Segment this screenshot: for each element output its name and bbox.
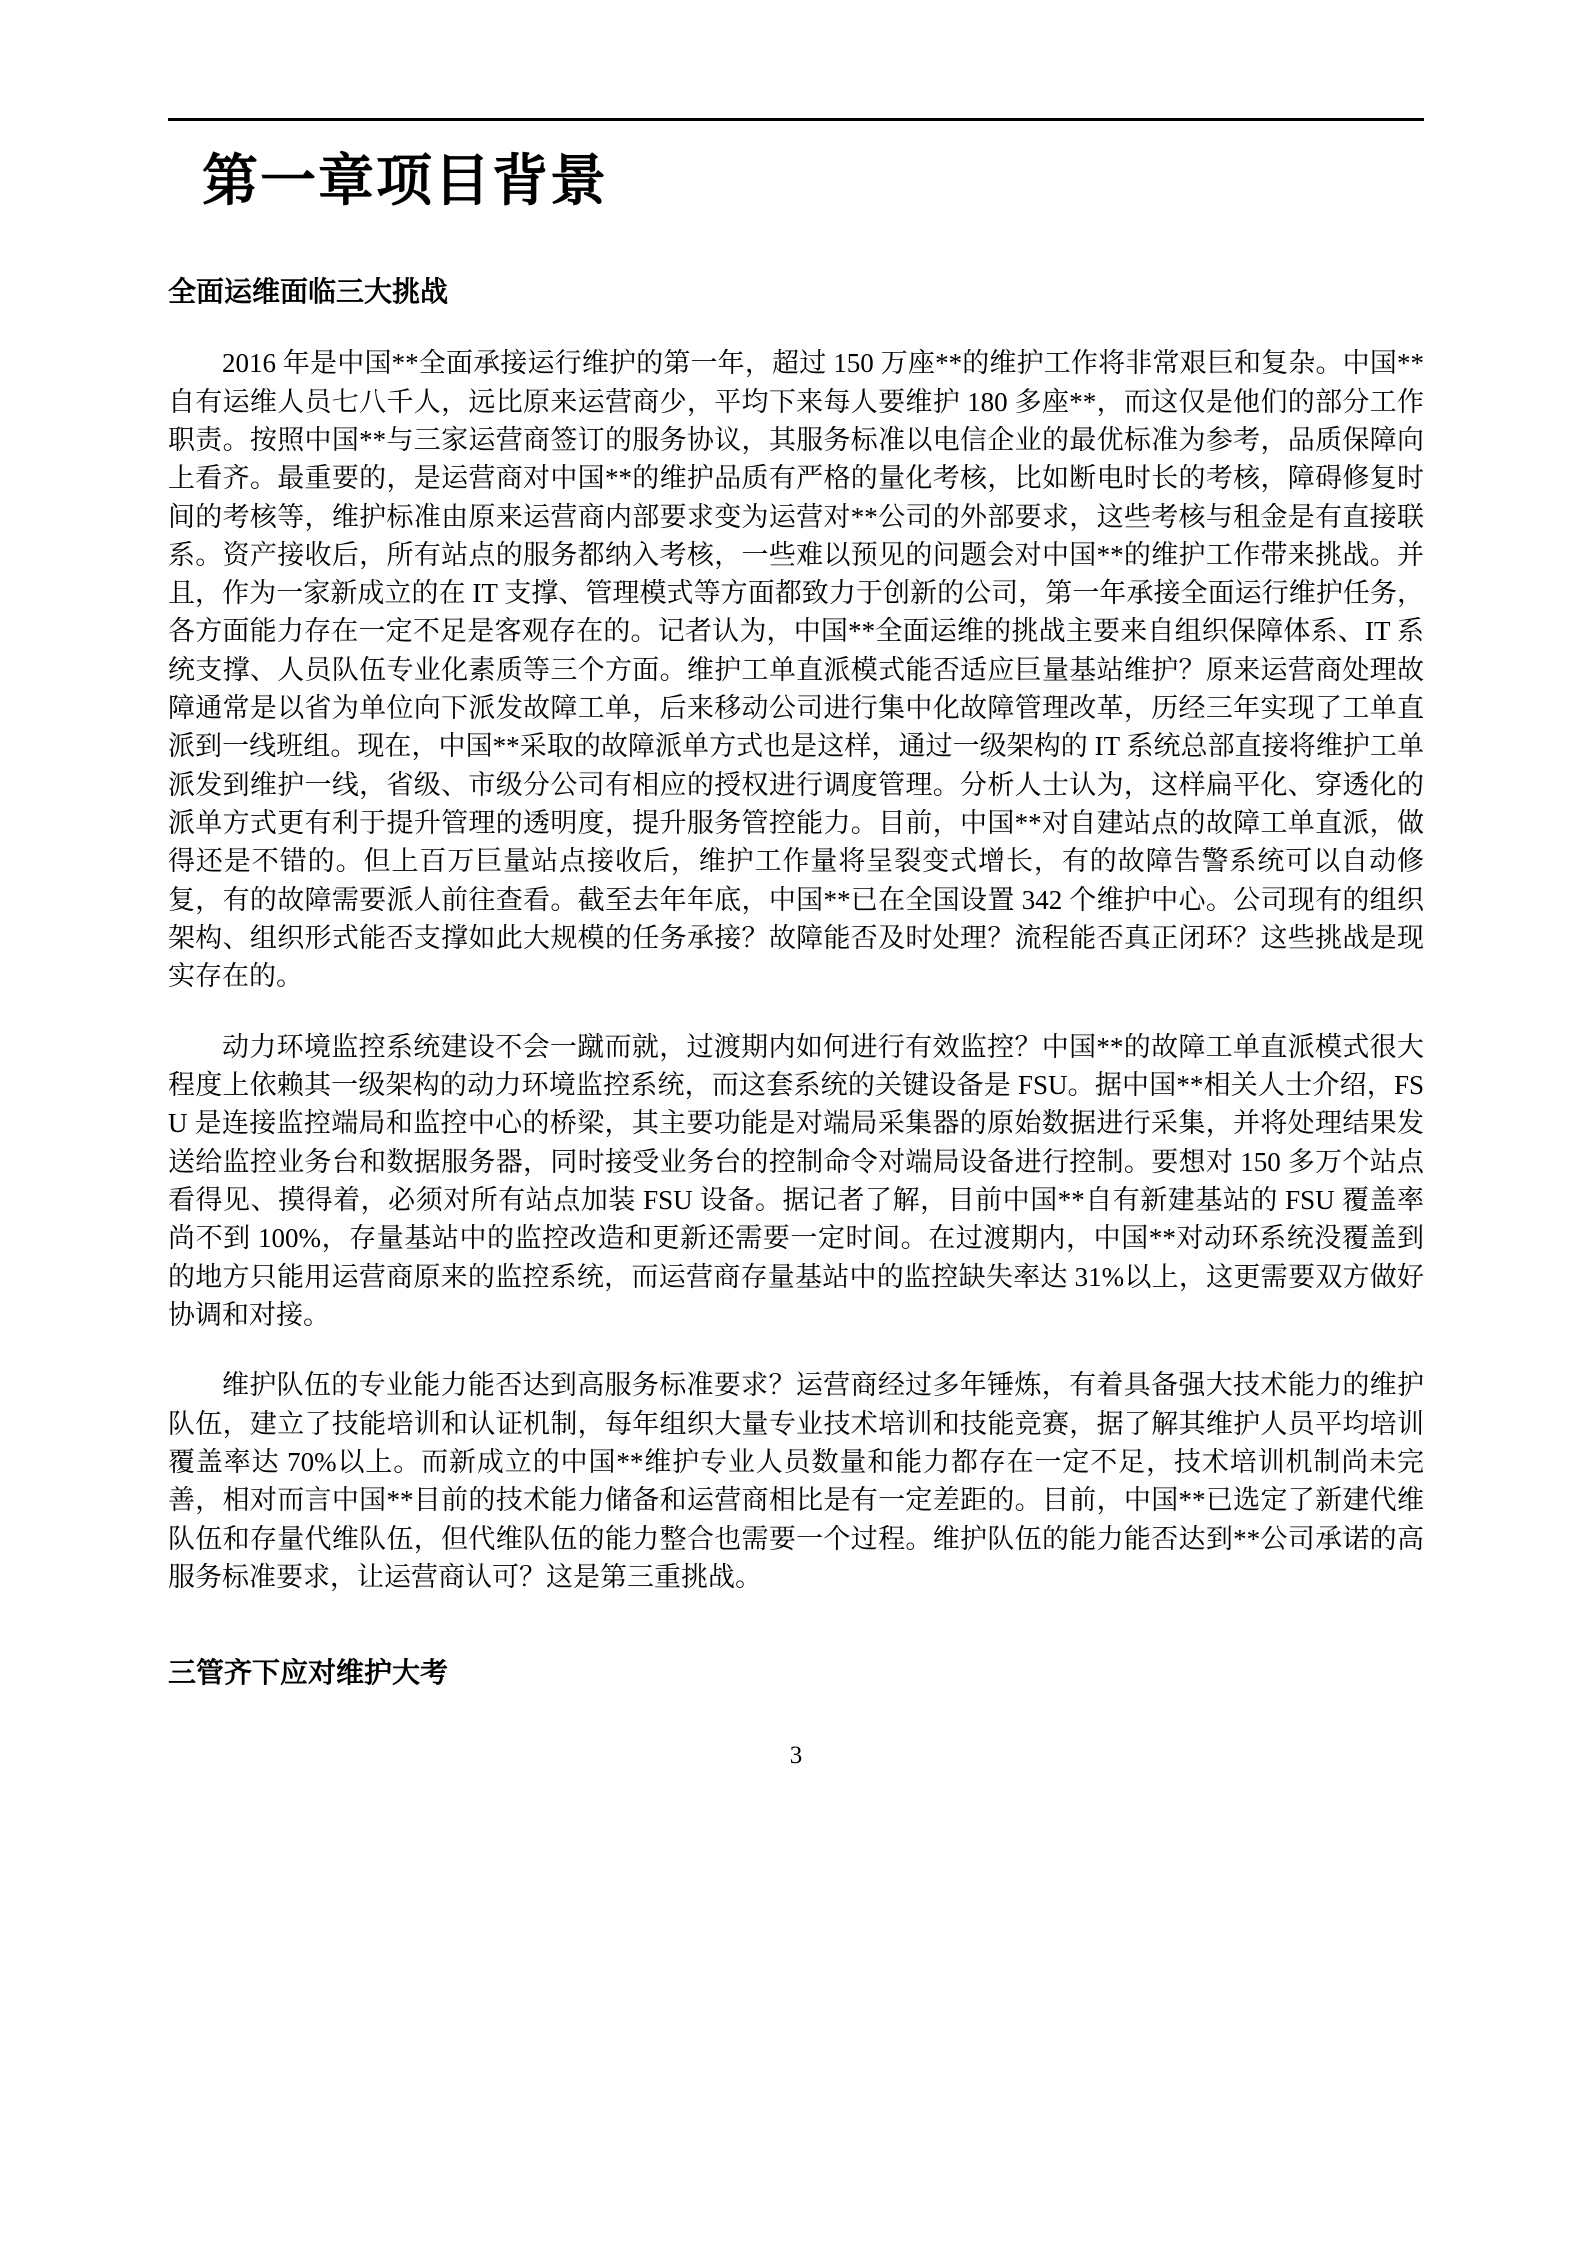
section-heading-challenges: 全面运维面临三大挑战 <box>168 277 449 308</box>
body-paragraph-2: 动力环境监控系统建设不会一蹴而就，过渡期内如何进行有效监控？中国**的故障工单直派模式很大程度上依赖其一级架构的动力环境监控系统，而这套系统的关键设备是 FSU。据中国**相关人士介绍，FSU 是连接监控端局和监控中心的桥梁，其主要功能是对端局采集器的原始数据进行采集，并将处理结果发送给监控业务台和数据服务器，同时接受业务台的控制命令对端局设备进行控制。要想对 150 多万个站点看得见、摸得着，必须对所有站点加装 FSU 设备。据记者了解，目前中国**自有新建基站的 FSU 覆盖率尚不到 100%，存量基站中的监控改造和更新还需要一定时间。在过渡期内，中国**对动环系统没覆盖到的地方只能用运营商原来的监控系统，而运营商存量基站中的监控缺失率达 31%以上，这更需要双方做好协调和对接。 <box>168 1031 1424 1331</box>
page-number: 3 <box>789 1741 803 1769</box>
body-paragraph-3: 维护队伍的专业能力能否达到高服务标准要求？运营商经过多年锤炼，有着具备强大技术能力的维护队伍，建立了技能培训和认证机制，每年组织大量专业技术培训和技能竞赛，据了解其维护人员平均培训覆盖率达 70%以上。而新成立的中国**维护专业人员数量和能力都存在一定不足，技术培训机制尚未完善，相对而言中国**目前的技术能力储备和运营商相比是有一定差距的。目前，中国**已选定了新建代维队伍和存量代维队伍，但代维队伍的能力整合也需要一个过程。维护队伍的能力能否达到**公司承诺的高服务标准要求，让运营商认可？这是第三重挑战。 <box>168 1370 1424 1593</box>
section-heading-response: 三管齐下应对维护大考 <box>168 1658 449 1690</box>
chapter-divider-rule <box>168 118 1424 121</box>
chapter-title: 第一章项目背景 <box>202 151 608 213</box>
body-paragraph-1: 2016 年是中国**全面承接运行维护的第一年，超过 150 万座**的维护工作将非常艰巨和复杂。中国**自有运维人员七八千人，远比原来运营商少，平均下来每人要维护 180 多座**，而这仅是他们的部分工作职责。按照中国**与三家运营商签订的服务协议，其服务标准以电信企业的最优标准为参考，品质保障向上看齐。最重要的，是运营商对中国**的维护品质有严格的量化考核，比如断电时长的考核，障碍修复时间的考核等，维护标准由原来运营商内部要求变为运营对**公司的外部要求，这些考核与租金是有直接联系。资产接收后，所有站点的服务都纳入考核，一些难以预见的问题会对中国**的维护工作带来挑战。并且，作为一家新成立的在 IT 支撑、管理模式等方面都致力于创新的公司，第一年承接全面运行维护任务，各方面能力存在一定不足是客观存在的。记者认为，中国**全面运维的挑战主要来自组织保障体系、IT 系统支撑、人员队伍专业化素质等三个方面。维护工单直派模式能否适应巨量基站维护？原来运营商处理故障通常是以省为单位向下派发故障工单，后来移动公司进行集中化故障管理改革，历经三年实现了工单直派到一线班组。现在，中国**采取的故障派单方式也是这样，通过一级架构的 IT 系统总部直接将维护工单派发到维护一线，省级、市级分公司有相应的授权进行调度管理。分析人士认为，这样扁平化、穿透化的派单方式更有利于提升管理的透明度，提升服务管控能力。目前，中国**对自建站点的故障工单直派，做得还是不错的。但上百万巨量站点接收后，维护工作量将呈裂变式增长，有的故障告警系统可以自动修复，有的故障需要派人前往查看。截至去年年底，中国**已在全国设置 342 个维护中心。公司现有的组织架构、组织形式能否支撑如此大规模的任务承接？故障能否及时处理？流程能否真正闭环？这些挑战是现实存在的。 <box>168 348 1424 992</box>
